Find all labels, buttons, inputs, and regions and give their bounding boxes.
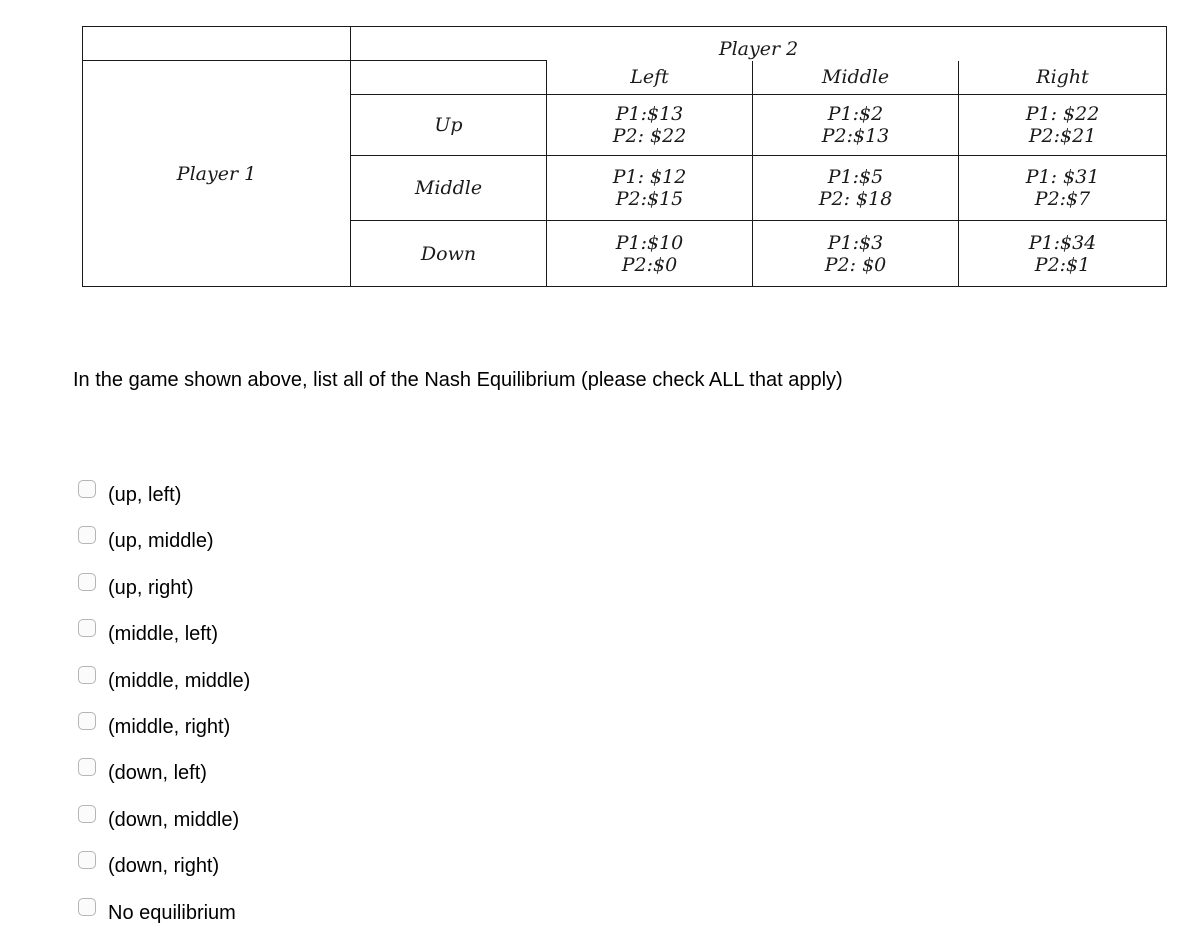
payoff-cell [959,156,1167,221]
payoff-p2: P2:$1 [1034,253,1091,276]
row-player-cell [83,61,351,287]
payoff-p1: P1:$34 [1028,231,1097,254]
payoff-cell [547,156,753,221]
payoff-p2: P2:$15 [615,188,684,210]
option-label: (down, left) [108,762,207,785]
option-label: (down, right) [108,855,220,878]
payoff-matrix-table [82,26,1167,287]
payoff-p1: P1:$10 [615,231,684,254]
payoff-p1: P1:$3 [827,231,884,254]
answer-option[interactable] [78,522,250,568]
checkbox[interactable] [78,758,96,776]
answer-option[interactable] [78,754,250,800]
payoff-cell [959,95,1167,156]
payoff-cell [547,95,753,156]
payoff-cell [753,95,959,156]
checkbox[interactable] [78,898,96,916]
answer-option[interactable] [78,662,250,708]
payoff-p2: P2: $22 [612,125,687,147]
row-header-up [351,95,547,156]
payoff-p1: P1: $31 [1025,166,1100,188]
row-label-down: Down [420,242,477,265]
option-label: (up, left) [108,484,182,506]
column-header-left [547,61,753,95]
row-label-middle: Middle [414,177,483,199]
checkbox[interactable] [78,619,96,637]
option-label: No equilibrium [108,901,236,924]
payoff-cell [753,156,959,221]
payoff-p1: P1: $22 [1025,103,1100,125]
payoff-p1: P1: $12 [612,166,687,188]
column-header-right [959,61,1167,95]
checkbox[interactable] [78,480,96,498]
column-header-middle [753,61,959,95]
payoff-cell [753,221,959,287]
payoff-p2: P2:$0 [621,253,678,276]
payoff-cell [547,221,753,287]
option-label: (down, middle) [108,808,240,831]
answer-option[interactable] [78,801,250,847]
column-label-middle: Middle [821,66,890,89]
answer-option[interactable] [78,569,250,615]
checkbox[interactable] [78,851,96,869]
payoff-cell [959,221,1167,287]
payoff-p1: P1:$13 [615,103,684,125]
option-label: (up, right) [108,576,194,599]
payoff-p2: P2: $18 [818,188,893,210]
checkbox[interactable] [78,712,96,730]
answer-option[interactable] [78,708,250,754]
blank-header-cell [351,61,547,95]
row-header-down [351,221,547,287]
answer-option[interactable] [78,615,250,661]
column-player-label: Player 2 [718,38,799,60]
answer-option[interactable] [78,847,250,893]
column-label-right: Right [1036,66,1089,89]
top-left-empty-cell [83,27,351,61]
checkbox[interactable] [78,573,96,591]
payoff-p2: P2:$7 [1034,188,1091,210]
row-label-up: Up [434,114,463,136]
payoff-p2: P2: $0 [824,253,887,276]
option-label: (middle, right) [108,715,231,738]
payoff-p1: P1:$5 [827,166,884,188]
column-label-left: Left [630,66,669,89]
row-header-middle [351,156,547,221]
option-label: (up, middle) [108,530,214,553]
payoff-p2: P2:$21 [1028,125,1097,147]
option-label: (middle, middle) [108,669,251,692]
checkbox[interactable] [78,666,96,684]
answer-option[interactable] [78,476,250,522]
row-player-label: Player 1 [176,162,257,185]
payoff-p1: P1:$2 [827,103,884,125]
answer-options-list [78,476,250,940]
checkbox[interactable] [78,526,96,544]
option-label: (middle, left) [108,623,219,646]
answer-option[interactable] [78,894,250,940]
payoff-p2: P2:$13 [821,125,890,147]
checkbox[interactable] [78,805,96,823]
column-player-header [351,27,1167,61]
question-text: In the game shown above, list all of the Nash Equilibrium (please check ALL that apply) [73,369,843,391]
